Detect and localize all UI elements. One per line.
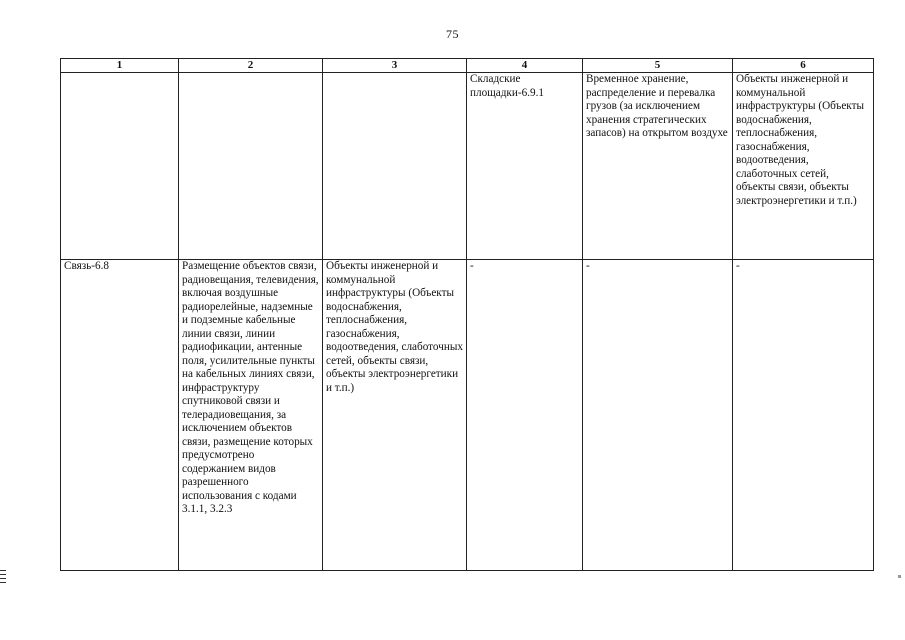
table-cell	[179, 73, 323, 260]
header-row	[61, 59, 874, 73]
table-cell-empty-dash: -	[467, 260, 583, 571]
scan-speck	[898, 575, 901, 578]
table-cell-use-type: Складские площадки-6.9.1	[467, 73, 583, 260]
header-cell-2: 2	[179, 59, 323, 73]
header-cell-6: 6	[733, 59, 874, 73]
table-cell-use-description: Размещение объектов связи, радиовещания, телевидения, включая воздушные радиорелейные, надземные и подземные кабельные линии связи, линии радиофикации, антенные поля, усилительные пункты на кабельных линиях связи, инфраструктуру спутниковой связи и телерадиовещания, за исключением объектов связи, размещение которых предусмотрено содержанием видов разрешенного использования с кодами 3.1.1, 3.2.3	[179, 260, 323, 571]
table-cell-objects: Объекты инженерной и коммунальной инфраструктуры (Объекты водоснабжения, теплоснабжения, газоснабжения, водоотведения, слаботочных сетей, объекты связи, объекты электроэнергетики и т.п.)	[323, 260, 467, 571]
table-row-storage	[61, 73, 874, 260]
table-cell	[61, 73, 179, 260]
header-cell-4: 4	[467, 59, 583, 73]
table-cell-use-type: Связь-6.8	[61, 260, 179, 571]
header-cell-1: 1	[61, 59, 179, 73]
table-row-communication	[61, 260, 874, 571]
header-cell-5: 5	[583, 59, 733, 73]
table-cell-use-description: Временное хранение, распределение и перевалка грузов (за исключением хранения стратегических запасов) на открытом воздухе	[583, 73, 733, 260]
zoning-table	[60, 58, 874, 571]
page-number: 75	[446, 27, 459, 41]
table-cell-empty-dash: -	[733, 260, 874, 571]
table-cell-objects: Объекты инженерной и коммунальной инфраструктуры (Объекты водоснабжения, теплоснабжения, газоснабжения, водоотведения, слаботочных сетей, объекты связи, объекты электроэнергетики и т.п.)	[733, 73, 874, 260]
table-cell	[323, 73, 467, 260]
table-cell-empty-dash: -	[583, 260, 733, 571]
binding-margin-mark	[0, 570, 6, 586]
header-cell-3: 3	[323, 59, 467, 73]
